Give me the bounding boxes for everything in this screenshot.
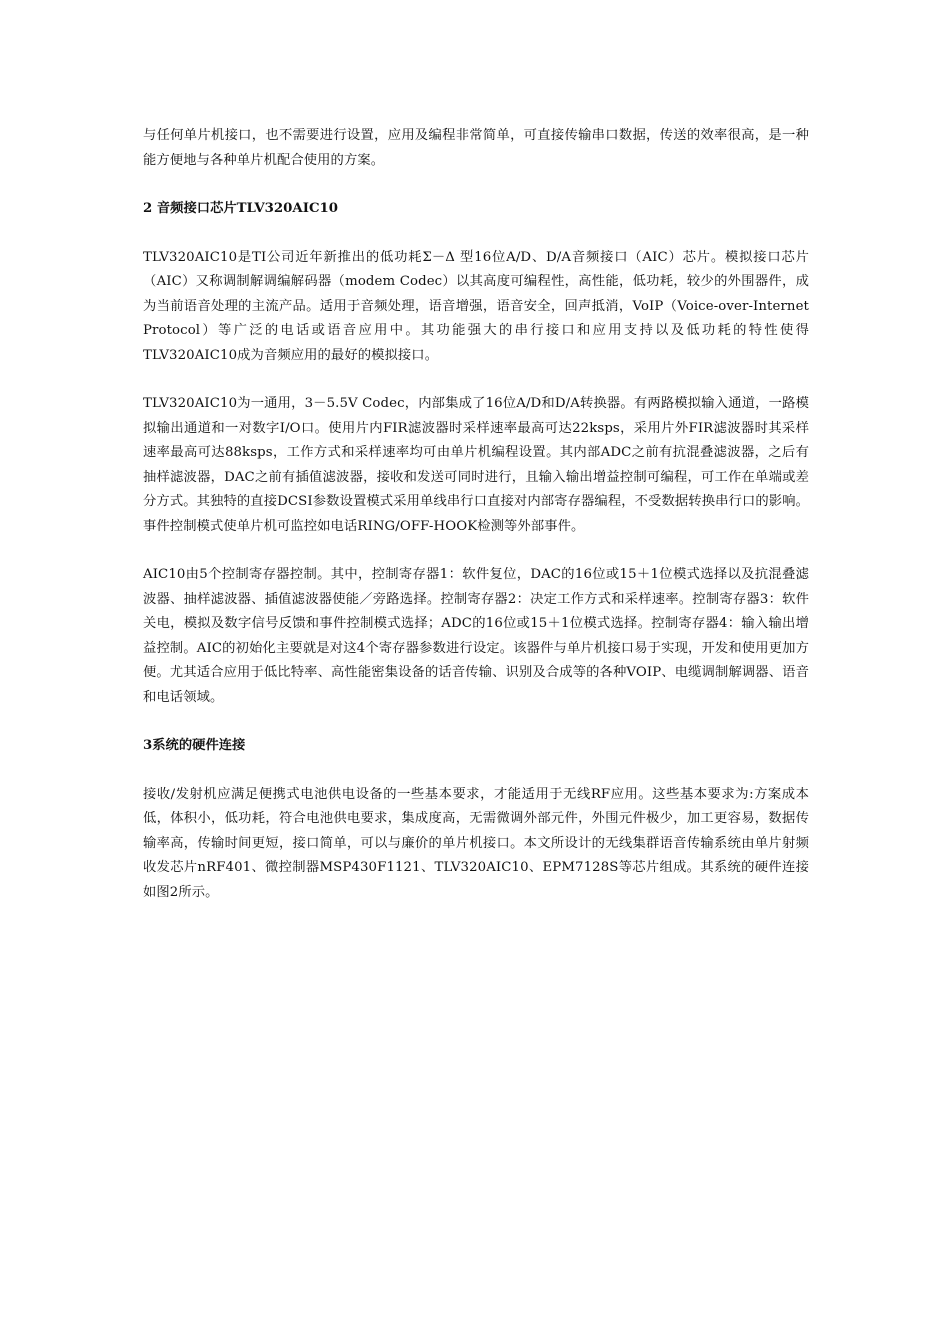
paragraph-aic10-features: TLV320AIC10为一通用，3－5.5V Codec，内部集成了16位A/D和D/A转换器。有两路模拟输入通道，一路模拟输出通道和一对数字I/O口。使用片内FIR滤波器时采样速率最高可达22ksps，采用片外FIR滤波器时其采样速率最高可达88ksps，工作方式和采样速率均可由单片机编程设置。其内部ADC之前有抗混叠滤波器，之后有抽样滤波器，DAC之前有插值滤波器，接收和发送可同时进行，且输入输出增益控制可编程，可工作在单端或差分方式。其独特的直接DCSI参数设置模式采用单线串行口直接对内部寄存器编程，不受数据转换串行口的影响。事件控制模式使单片机可监控如电话RING/OFF-HOOK检测等外部事件。 [143,396,809,534]
paragraph-hardware-connection: 接收/发射机应满足便携式电池供电设备的一些基本要求，才能适用于无线RF应用。这些基本要求为:方案成本低，体积小，低功耗，符合电池供电要求，集成度高，无需微调外部元件，外围元件极少，加工更容易，数据传输率高，传输时间更短，接口简单，可以与廉价的单片机接口。本文所设计的无线集群语音传输系统由单片射频收发芯片nRF401、微控制器MSP430F1121、TLV320AIC10、EPM7128S等芯片组成。其系统的硬件连接如图2所示。 [143,786,809,900]
paragraph-aic10-overview: TLV320AIC10是TI公司近年新推出的低功耗Σ－Δ 型16位A/D、D/A音频接口（AIC）芯片。模拟接口芯片（AIC）又称调制解调编解码器（modem Codec）以其高度可编程性，高性能，低功耗，较少的外围器件，成为当前语音处理的主流产品。适用于音频处理，语音增强，语音安全，回声抵消，VoIP（Voice-over-Internet Protocol）等广泛的电话或语音应用中。其功能强大的串行接口和应用支持以及低功耗的特性使得TLV320AIC10成为音频应用的最好的模拟接口。 [143,249,809,363]
section-heading-3: 3系统的硬件连接 [143,738,246,753]
paragraph-aic10-registers: AIC10由5个控制寄存器控制。其中，控制寄存器1：软件复位，DAC的16位或15＋1位模式选择以及抗混叠滤波器、抽样滤波器、插值滤波器使能／旁路选择。控制寄存器2：决定工作方式和采样速率。控制寄存器3：软件关电，模拟及数字信号反馈和事件控制模式选择；ADC的16位或15＋1位模式选择。控制寄存器4：输入输出增益控制。AIC的初始化主要就是对这4个寄存器参数进行设定。该器件与单片机接口易于实现，开发和使用更加方便。尤其适合应用于低比特率、高性能密集设备的话音传输、识别及合成等的各种VOIP、电缆调制解调器、语音和电话领域。 [143,567,809,705]
section-heading-2: 2 音频接口芯片TLV320AIC10 [143,201,339,216]
document-page [143,124,809,905]
paragraph-intro-continuation: 与任何单片机接口，也不需要进行设置，应用及编程非常简单，可直接传输串口数据，传送的效率很高，是一种能方便地与各种单片机配合使用的方案。 [143,128,809,168]
